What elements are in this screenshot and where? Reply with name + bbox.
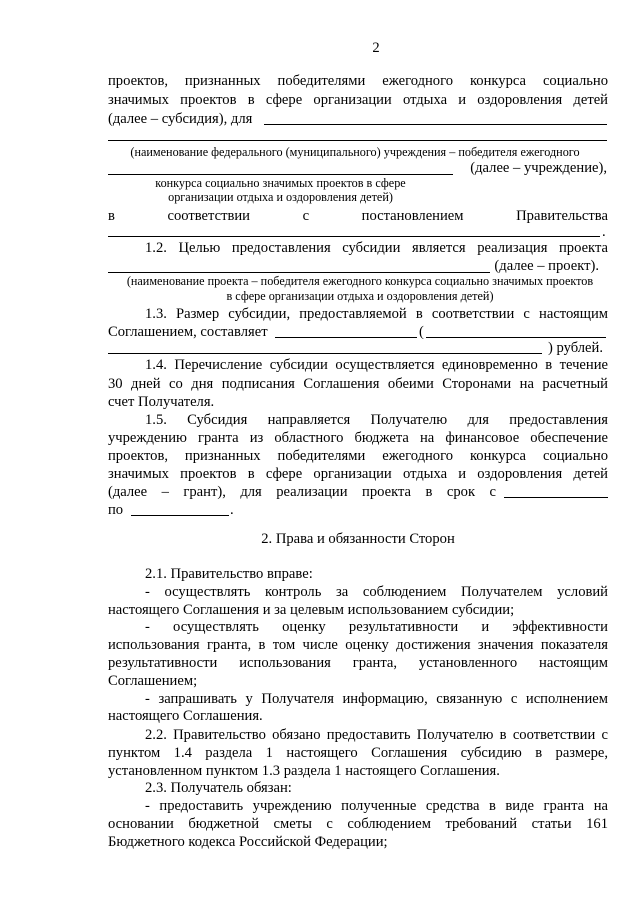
p1-2-caption-1: (наименование проекта – победителя ежегодного конкурса социально значимых проектов [126,274,594,288]
p1-4-line-1: 1.4. Перечисление субсидии осуществляется единовременно в течение [145,357,608,373]
institution-caption-line-2: конкурса социально значимых проектов в сфере [155,176,406,190]
p1-3-line-1: 1.3. Размер субсидии, предоставляемой в соответствии с настоящим [145,306,608,322]
p2-1-b1-line-2: настоящего Соглашения и за целевым использованием субсидии; [108,602,515,618]
p2-1-b2-line-4: Соглашением; [108,673,198,689]
p2-1-heading: 2.1. Правительство вправе: [145,566,313,582]
recipient-blank-line [264,124,607,125]
section-2-title: 2. Права и обязанности Сторон [261,531,455,547]
resolution-word-2: соответствии [167,208,250,224]
p2-2-line-2: пунктом 1.4 раздела 1 настоящего Соглашения субсидию в размере, [108,745,608,761]
amount-paren-open: ( [419,324,424,340]
subsidy-def-line-1: проектов, признанных победителями ежегодного конкурса социально [108,73,608,89]
amount-words-blank-2 [108,353,542,354]
p2-1-b2-line-1: - осуществлять оценку результативности и эффективности [145,619,608,635]
institution-blank-line-2 [108,174,453,175]
p2-1-b2-line-3: результативности использования гранта, установленного настоящим [108,655,608,671]
p1-5-line-6-suffix: . [230,502,234,518]
p2-3-heading: 2.3. Получатель обязан: [145,780,292,796]
page-number: 2 [372,40,380,56]
project-blank-line [108,272,490,273]
p1-5-line-6-prefix: по [108,502,124,518]
resolution-word-3: с [302,208,310,224]
p1-5-line-5: (далее – грант), для реализации проекта в срок с [108,484,496,500]
grant-date-to-blank [131,515,229,516]
p2-2-line-1: 2.2. Правительство обязано предоставить Получателю в соответствии с [145,727,608,743]
resolution-word-5: Правительства [516,208,608,224]
p1-2-line-1: 1.2. Целью предоставления субсидии является реализация проекта [145,240,608,256]
p1-2-suffix: (далее – проект). [494,258,599,274]
p2-1-b3-line-1: - запрашивать у Получателя информацию, связанную с исполнением [145,691,608,707]
p1-3-line-3-suffix: ) рублей. [548,340,603,356]
grant-date-from-blank [504,497,608,498]
p1-5-line-2: учреждению гранта из областного бюджета на финансовое обеспечение [108,430,608,446]
amount-numeric-blank [275,337,417,338]
p1-4-line-2: 30 дней со дня подписания Соглашения обеими Сторонами на расчетный [108,376,608,392]
p2-3-b1-line-1: - предоставить учреждению полученные средства в виде гранта на [145,798,608,814]
resolution-line [108,208,608,224]
p1-5-line-3: проектов, признанных победителями ежегодного конкурса социально [108,448,608,464]
resolution-word-1: в [108,208,115,224]
p1-4-line-3: счет Получателя. [108,394,215,410]
resolution-word-4: постановлением [361,208,464,224]
p2-1-b3-line-2: настоящего Соглашения. [108,708,263,724]
p1-3-line-2-prefix: Соглашением, составляет [108,324,268,340]
p1-2-caption-2: в сфере организации отдыха и оздоровления детей) [226,289,494,303]
institution-suffix-text: (далее – учреждение), [470,160,607,176]
subsidy-def-line-3-text: (далее – субсидия), для [108,111,253,127]
p2-3-b1-line-3: Бюджетного кодекса Российской Федерации; [108,834,388,850]
subsidy-def-line-2: значимых проектов в сфере организации отдыха и оздоровления детей [108,92,608,108]
p2-3-b1-line-2: основании бюджетной сметы с соблюдением требований статьи 161 [108,816,608,832]
institution-blank-line-1 [108,140,607,141]
p1-5-line-4: значимых проектов в сфере организации отдыха и оздоровления детей [108,466,608,482]
resolution-blank-line [108,236,600,237]
institution-caption-line-3: организации отдыха и оздоровления детей) [168,190,393,204]
p2-1-b2-line-2: использования гранта, в том числе оценку достижения значения показателя [108,637,608,653]
institution-caption-line-1: (наименование федерального (муниципального) учреждения – победителя ежегодного [130,145,580,159]
p2-1-b1-line-1: - осуществлять контроль за соблюдением Получателем условий [145,584,608,600]
p2-2-line-3: установленном пунктом 1.3 раздела 1 настоящего Соглашения. [108,763,500,779]
resolution-end-dot: . [602,224,606,240]
p1-5-line-1: 1.5. Субсидия направляется Получателю для предоставления [145,412,608,428]
amount-words-blank-1 [426,337,606,338]
